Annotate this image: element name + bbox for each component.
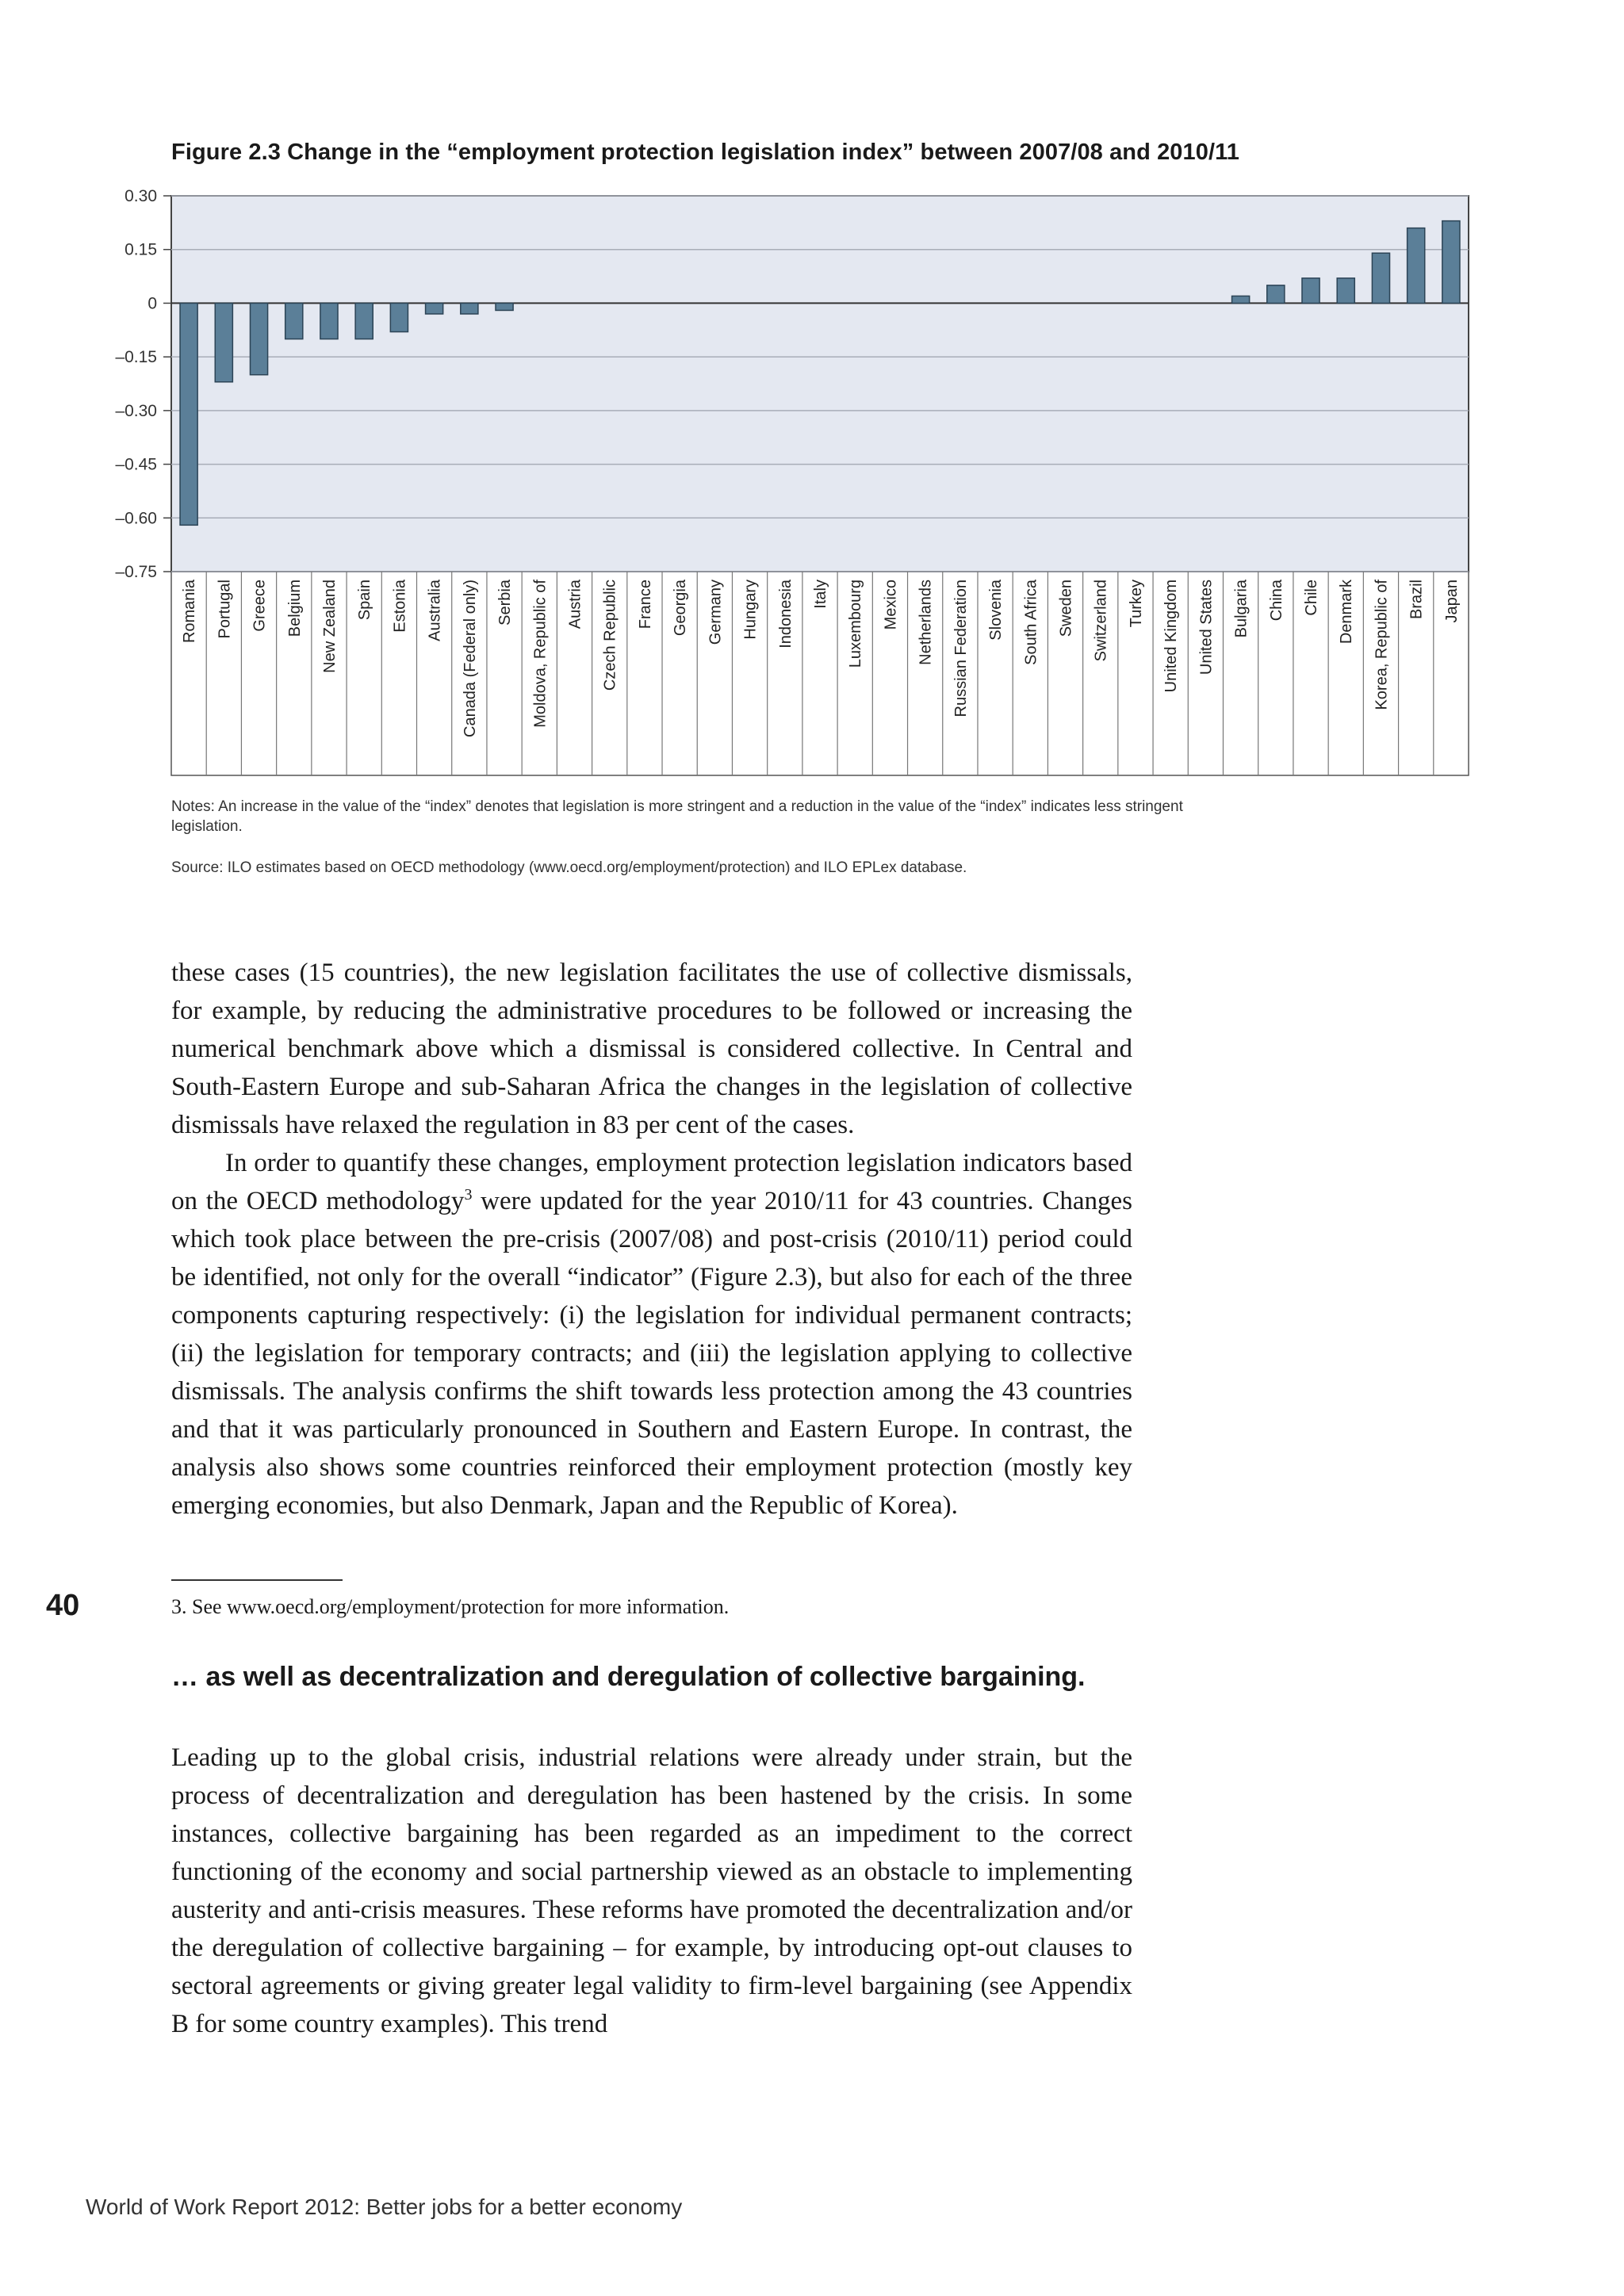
x-category-label: Slovenia — [987, 580, 1005, 641]
page-number: 40 — [46, 1589, 80, 1622]
y-tick-label: –0.15 — [115, 348, 157, 367]
bar — [215, 303, 232, 381]
x-category-label: Moldova, Republic of — [531, 580, 550, 728]
bar — [320, 303, 338, 339]
x-category-label: Greece — [251, 580, 269, 632]
bar-chart — [0, 0, 1624, 793]
x-category-label: Mexico — [882, 580, 900, 630]
x-category-label: Serbia — [496, 580, 515, 626]
x-category-label: Brazil — [1408, 580, 1426, 620]
x-category-label: Russian Federation — [952, 580, 970, 718]
footnote-ref: 3 — [464, 1186, 473, 1203]
body-text — [171, 1739, 1132, 2043]
x-category-label: Netherlands — [917, 580, 935, 665]
y-tick-label: –0.60 — [115, 509, 157, 528]
y-tick-label: 0.15 — [124, 240, 157, 259]
bar — [180, 303, 197, 525]
paragraph-part: were updated for the year 2010/11 for 43 countries. Changes which took place between the pre-crisis (2007/08) and post-crisis (2010/11) period could be identified, not only for the overall “indicator” (Figure 2.3), but also for each of the three components capturing respectively: (i) the legislation for individual permanent contracts; (ii) the legislation for temporary contracts; and (iii) the legislation applying to collective dismissals. The analysis confirms the shift towards less protection among the 43 countries and that it was particularly pronounced in Southern and Eastern Europe. In contrast, the analysis also shows some countries reinforced their employment protection (mostly key emerging economies, but also Denmark, Japan and the Republic of Korea). — [171, 1187, 1132, 1520]
paragraph: these cases (15 countries), the new legislation facilitates the use of collective dismissals, for example, by reducing the administrative procedures to be followed or increasing the numerical benchmark above which a dismissal is considered collective. In Central and South-Eastern Europe and sub-Saharan Africa the changes in the legislation of collective dismissals have relaxed the regulation in 83 per cent of the cases. — [171, 959, 1132, 1139]
x-category-label: Spain — [356, 580, 374, 621]
bar — [461, 303, 478, 314]
x-category-label: United Kingdom — [1162, 580, 1181, 693]
x-category-label: South Africa — [1022, 580, 1040, 665]
x-category-label: Sweden — [1057, 580, 1075, 637]
paragraph — [171, 1144, 1132, 1525]
bar — [1372, 253, 1389, 303]
y-tick-label: –0.45 — [115, 455, 157, 474]
x-category-label: Georgia — [672, 580, 690, 637]
bar — [1302, 278, 1320, 304]
bar — [285, 303, 303, 339]
x-category-label: Canada (Federal only) — [461, 580, 479, 737]
footnote: 3. See www.oecd.org/employment/protection for more information. — [171, 1595, 730, 1618]
x-category-label: Romania — [181, 580, 199, 644]
bar — [1337, 278, 1354, 304]
x-category-label: China — [1267, 580, 1285, 622]
x-category-label: Germany — [707, 580, 725, 645]
x-category-label: Indonesia — [776, 580, 795, 649]
x-category-label: Estonia — [391, 580, 409, 633]
plot-area — [171, 196, 1469, 572]
bar — [1232, 296, 1250, 303]
figure-title: Figure 2.3 Change in the “employment protection legislation index” between 2007/08 and 2010/11 — [171, 140, 1240, 165]
paragraph: Leading up to the global crisis, industrial relations were already under strain, but the process of decentralization and deregulation has been hastened by the crisis. In some instances, collective bargaining has been regarded as an impediment to the correct functioning of the economy and social partnership viewed as an obstacle to implementing austerity and anti-crisis measures. These reforms have promoted the decentralization and/or the deregulation of collective bargaining – for example, by introducing opt-out clauses to sectoral agreements or giving greater legal validity to firm-level bargaining (see Appendix B for some country examples). This trend — [171, 1743, 1132, 2038]
x-category-label: Austria — [566, 580, 584, 629]
x-category-label: Korea, Republic of — [1373, 580, 1391, 710]
body-text — [171, 954, 1132, 1525]
x-category-label: Switzerland — [1092, 580, 1110, 662]
x-category-label: Italy — [812, 580, 829, 609]
bar — [1408, 228, 1425, 304]
y-tick-label: –0.75 — [115, 563, 157, 581]
x-category-label: France — [636, 580, 654, 629]
bar — [1267, 285, 1285, 304]
x-category-label: Bulgaria — [1232, 580, 1251, 638]
figure-source: Source: ILO estimates based on OECD methodology (www.oecd.org/employment/protection) and ILO EPLex database. — [171, 859, 967, 876]
y-tick-label: 0.30 — [124, 187, 157, 205]
section-heading: … as well as decentralization and deregulation of collective bargaining. — [171, 1662, 1086, 1692]
bar — [390, 303, 408, 331]
x-category-label: Belgium — [285, 580, 304, 637]
figure-notes: Notes: An increase in the value of the “index” denotes that legislation is more stringent and a reduction in the value of the “index” indicates less stringent legislation. — [171, 798, 1183, 835]
paragraph-part: In order to quantify these changes, employment protection legislation indicators based on the OECD methodology — [171, 1149, 1132, 1215]
x-category-label: Hungary — [741, 580, 760, 640]
x-category-label: Japan — [1442, 580, 1461, 623]
running-footer: World of Work Report 2012: Better jobs for a better economy — [86, 2195, 683, 2219]
x-category-label: Portugal — [216, 580, 234, 639]
x-category-label: Czech Republic — [601, 580, 619, 691]
bar — [426, 303, 443, 314]
x-category-label: Chile — [1303, 580, 1321, 616]
x-category-label: Australia — [426, 580, 444, 641]
y-tick-label: 0 — [147, 294, 157, 313]
bar — [355, 303, 373, 339]
x-category-label: New Zealand — [320, 580, 339, 673]
x-category-label: Luxembourg — [847, 580, 865, 668]
y-tick-label: –0.30 — [115, 401, 157, 420]
footnote-divider — [171, 1579, 343, 1581]
x-category-label: Denmark — [1338, 580, 1356, 645]
x-category-label: United States — [1197, 580, 1216, 675]
bar — [250, 303, 267, 374]
bar — [496, 303, 513, 310]
x-category-label: Turkey — [1127, 580, 1145, 628]
bar — [1442, 221, 1460, 304]
